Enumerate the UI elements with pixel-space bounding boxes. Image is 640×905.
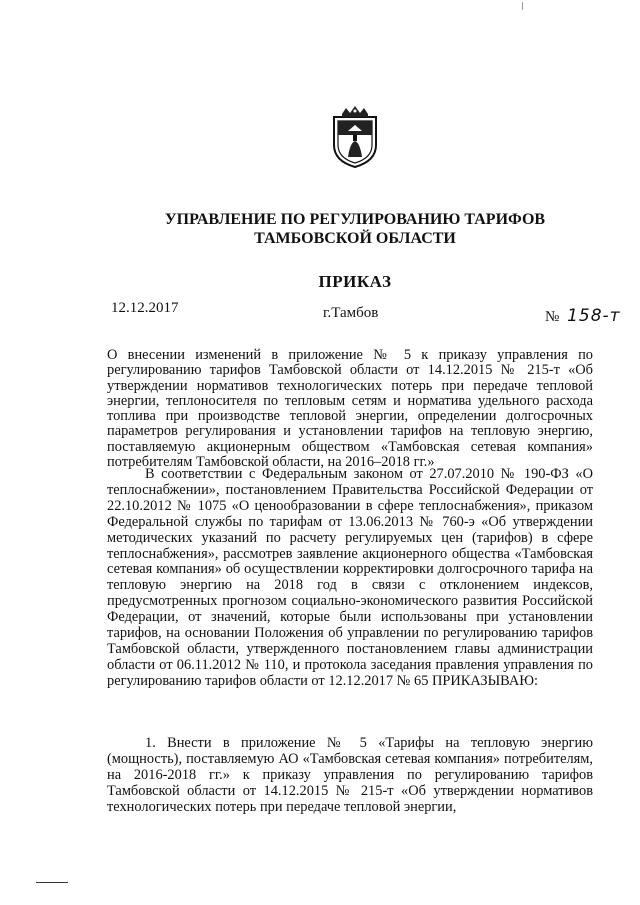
authority-line-1: УПРАВЛЕНИЕ ПО РЕГУЛИРОВАНИЮ ТАРИФОВ bbox=[164, 211, 546, 228]
document-type-title: ПРИКАЗ bbox=[318, 272, 392, 291]
corner-scan-mark bbox=[522, 2, 523, 10]
handwritten-number: 158-т bbox=[567, 306, 621, 326]
document-number bbox=[545, 306, 621, 326]
document-date: 12.12.2017 bbox=[111, 300, 179, 316]
preamble-text: В соответствии с Федеральным законом от 27.07.2010 № 190-ФЗ «О теплоснабжении», постановлением Правительства Российской Федерации от 22.10.2012 № 1075 «О ценообразовании в сфере теплоснабжения», приказом Федеральной службы по тарифам от 13.06.2013 № 760-э «Об утверждении методических указаний по расчету регулируемых цен (тарифов) в сфере теплоснабжения», рассмотрев заявление акционерного общества «Тамбовская сетевая компания» об осуществлении корректировки долгосрочного тарифа на тепловую энергию на 2018 год в связи с отклонением индексов, предусмотренных прогнозом социально-экономического развития Российской Федерации, от значений, которые были использованы при установлении тарифов, на основании Положения об управлении по регулированию тарифов Тамбовской области, утвержденного постановлением главы администрации области от 06.11.2012 № 110, и протокола заседания правления управления по регулированию тарифов области от 12.12.2017 № 65 ПРИКАЗЫВАЮ: bbox=[107, 466, 593, 689]
preamble-paragraph bbox=[107, 467, 593, 690]
clause-1-text: 1. Внести в приложение № 5 «Тарифы на тепловую энергию (мощность), поставляемую АО «Тамбовская сетевая компания» потребителям, на 2016-2018 гг.» к приказу управления по регулированию тарифов Тамбовской области от 14.12.2015 № 215-т «Об утверждении нормативов технологических потерь при передаче тепловой энергии, bbox=[107, 735, 593, 815]
number-sign: № bbox=[545, 309, 560, 325]
issuing-authority bbox=[0, 210, 640, 248]
document-city: г.Тамбов bbox=[323, 305, 379, 321]
order-subject: О внесении изменений в приложение № 5 к приказу управления по регулированию тарифов Тамбовской области от 14.12.2015 № 215-т «Об утверждении нормативов технологических потерь при передаче тепловой энергии, теплоносителя по тепловым сетям и норматива удельного расхода топлива при производстве тепловой энергии, определении долгосрочных параметров регулирования и установлении тарифов на тепловую энергию, поставляемую акционерным обществом «Тамбовская сетевая компания» потребителям Тамбовской области, на 2016–2018 гг.» bbox=[107, 347, 593, 471]
clause-1-paragraph bbox=[107, 736, 593, 816]
tambov-coat-of-arms-emblem bbox=[328, 105, 382, 169]
authority-line-2: ТАМБОВСКОЙ ОБЛАСТИ bbox=[254, 230, 456, 247]
footer-divider bbox=[36, 882, 68, 883]
